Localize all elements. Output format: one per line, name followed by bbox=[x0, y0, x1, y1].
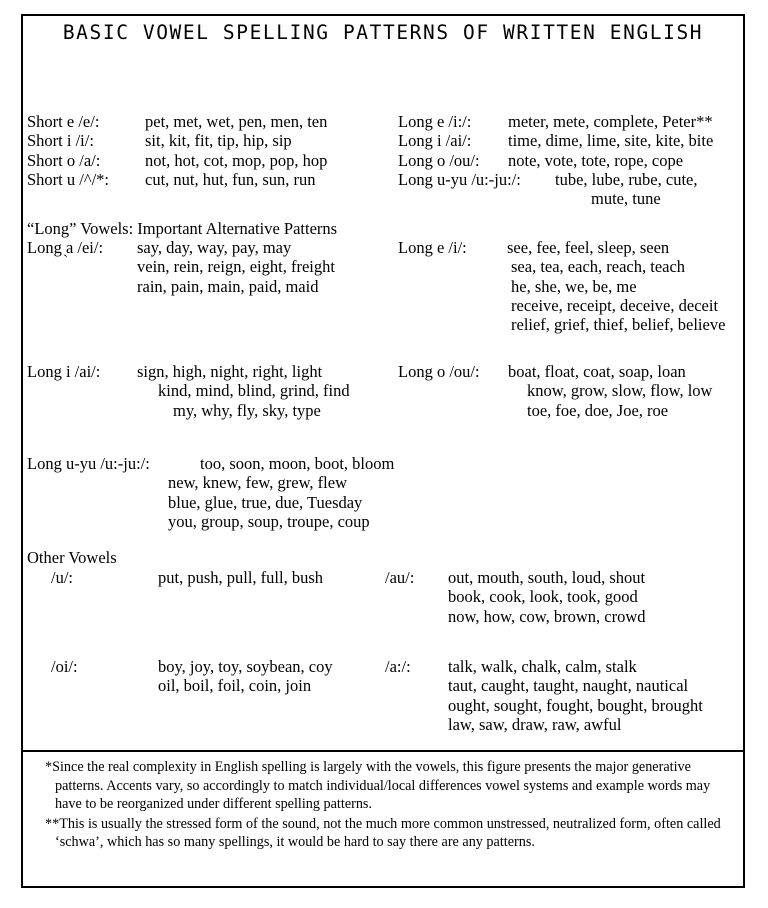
vowel-label: Long e /i/: bbox=[398, 238, 467, 257]
vowel-label: Long u-yu /u:-ju:/: bbox=[27, 454, 150, 473]
vowel-words: ought, sought, fought, bought, brought bbox=[448, 695, 703, 715]
vowel-words: oil, boil, foil, coin, join bbox=[158, 676, 312, 696]
vowel-words: put, push, pull, full, bush bbox=[158, 568, 324, 587]
short-vowels-right-column bbox=[398, 112, 713, 208]
vowel-words: sign, high, night, right, light bbox=[137, 362, 323, 381]
vowel-words: now, how, cow, brown, crowd bbox=[448, 606, 646, 626]
vowel-row bbox=[27, 454, 394, 473]
vowel-label: Short e /e/: bbox=[27, 112, 100, 131]
vowel-words: rain, pain, main, paid, maid bbox=[137, 276, 319, 296]
vowel-row-continuation bbox=[398, 315, 725, 334]
vowel-words: say, day, way, pay, may bbox=[137, 238, 292, 257]
vowel-row-continuation bbox=[398, 296, 725, 315]
long-a-block bbox=[27, 238, 335, 296]
vowel-row-continuation bbox=[51, 676, 333, 695]
vowel-label: /u/: bbox=[51, 568, 74, 587]
vowel-row-continuation bbox=[385, 715, 703, 734]
vowel-label: /a:/: bbox=[385, 657, 411, 676]
vowel-words: my, why, fly, sky, type bbox=[173, 400, 321, 420]
vowel-words: cut, nut, hut, fun, sun, run bbox=[145, 169, 316, 189]
other-vowel-oi-block bbox=[51, 657, 333, 696]
vowel-label: /au/: bbox=[385, 568, 415, 587]
vowel-row-continuation bbox=[398, 257, 725, 276]
stray-tick-mark: ` bbox=[63, 253, 68, 269]
figure-body bbox=[23, 60, 743, 750]
vowel-words: new, knew, few, grew, flew bbox=[168, 473, 347, 493]
other-vowels-heading: Other Vowels bbox=[27, 548, 117, 567]
vowel-words: sit, kit, fit, tip, hip, sip bbox=[145, 131, 292, 151]
vowel-words: note, vote, tote, rope, cope bbox=[508, 150, 684, 170]
vowel-row-continuation bbox=[27, 253, 335, 277]
vowel-row bbox=[398, 112, 713, 131]
vowel-words: relief, grief, thief, belief, believe bbox=[511, 315, 726, 335]
vowel-label: Short i /i/: bbox=[27, 131, 94, 151]
vowel-row bbox=[27, 131, 327, 150]
figure-title: BASIC VOWEL SPELLING PATTERNS OF WRITTEN ENGLISH bbox=[62, 21, 704, 44]
vowel-words: pet, met, wet, pen, men, ten bbox=[145, 112, 328, 131]
vowel-label: Long o /ou/: bbox=[398, 150, 480, 170]
footnote-marker: * bbox=[45, 759, 53, 775]
vowel-row bbox=[51, 657, 333, 676]
vowel-row bbox=[27, 362, 350, 381]
vowel-row-continuation bbox=[27, 277, 335, 296]
other-vowel-a-block bbox=[385, 657, 703, 734]
long-vowels-heading: “Long” Vowels: Important Alternative Patterns bbox=[27, 219, 338, 238]
vowel-row-continuation bbox=[398, 277, 725, 296]
vowel-words: sea, tea, each, reach, teach bbox=[511, 257, 686, 277]
vowel-label: Long e /i:/: bbox=[398, 112, 472, 131]
vowel-row-continuation bbox=[398, 381, 712, 400]
vowel-row-continuation bbox=[27, 493, 394, 512]
vowel-row bbox=[398, 131, 713, 150]
footnote-double-asterisk bbox=[33, 815, 737, 852]
footnote-text: This is usually the stressed form of the sound, not the much more common unstressed, neutralized form, often called ‘schwa’, which has so many spellings, it would be hard to say there are any patterns. bbox=[55, 815, 721, 851]
title-bar bbox=[23, 16, 743, 60]
footnote-text: Since the real complexity in English spelling is largely with the vowels, this figure presents the major generative patterns. Accents vary, so accordingly to match individual/local differences vowel systems and example words may have to be reorganized under different spelling patterns. bbox=[52, 759, 711, 813]
vowel-row-continuation bbox=[27, 381, 350, 400]
vowel-label: Long o /ou/: bbox=[398, 362, 480, 381]
vowel-words: vein, rein, reign, eight, freight bbox=[137, 257, 335, 277]
vowel-words: see, fee, feel, sleep, seen bbox=[507, 238, 670, 257]
vowel-label: Long i /ai/: bbox=[27, 362, 101, 381]
vowel-row bbox=[27, 170, 327, 189]
vowel-label: Long a /ei/: bbox=[27, 238, 104, 257]
vowel-words: not, hot, cot, mop, pop, hop bbox=[145, 150, 328, 170]
vowel-row-continuation bbox=[385, 676, 703, 695]
vowel-row bbox=[398, 151, 713, 170]
vowel-row-continuation bbox=[27, 473, 394, 492]
vowel-label: Short u /^/*: bbox=[27, 169, 110, 189]
vowel-row-continuation bbox=[398, 189, 713, 208]
vowel-words: book, cook, look, took, good bbox=[448, 587, 638, 607]
short-vowels-left-column bbox=[27, 112, 327, 189]
vowel-words: talk, walk, chalk, calm, stalk bbox=[448, 657, 637, 676]
vowel-words: mute, tune bbox=[591, 189, 661, 209]
vowel-row bbox=[27, 151, 327, 170]
vowel-row-continuation bbox=[398, 401, 712, 420]
vowel-row bbox=[385, 657, 703, 676]
vowel-words: kind, mind, blind, grind, find bbox=[158, 381, 350, 401]
vowel-row-continuation bbox=[27, 401, 350, 420]
vowel-words: receive, receipt, deceive, deceit bbox=[511, 295, 719, 315]
vowel-words: you, group, soup, troupe, coup bbox=[168, 511, 370, 531]
long-o-block bbox=[398, 362, 712, 420]
vowel-words: out, mouth, south, loud, shout bbox=[448, 568, 646, 587]
long-e-block bbox=[398, 238, 725, 334]
vowel-words: law, saw, draw, raw, awful bbox=[448, 714, 622, 734]
vowel-words: tube, lube, rube, cute, bbox=[555, 169, 698, 189]
vowel-label: /oi/: bbox=[51, 657, 78, 676]
vowel-words: meter, mete, complete, Peter** bbox=[508, 112, 713, 131]
vowel-row-continuation bbox=[385, 607, 646, 626]
vowel-label: Long i /ai/: bbox=[398, 131, 472, 151]
vowel-words: he, she, we, be, me bbox=[511, 276, 637, 296]
long-i-block bbox=[27, 362, 350, 420]
vowel-row-continuation bbox=[385, 696, 703, 715]
vowel-row bbox=[398, 170, 713, 189]
other-vowel-u-block bbox=[51, 568, 323, 587]
vowel-words: too, soon, moon, boot, bloom bbox=[200, 454, 395, 473]
vowel-words: toe, foe, doe, Joe, roe bbox=[527, 400, 669, 420]
vowel-words: time, dime, lime, site, kite, bite bbox=[508, 131, 714, 151]
figure-frame bbox=[21, 14, 745, 888]
vowel-row bbox=[27, 112, 327, 131]
vowel-words: blue, glue, true, due, Tuesday bbox=[168, 492, 363, 512]
vowel-label: Short o /a/: bbox=[27, 150, 101, 170]
vowel-words: boy, joy, toy, soybean, coy bbox=[158, 657, 333, 676]
footnotes bbox=[33, 758, 737, 853]
vowel-row bbox=[51, 568, 323, 587]
vowel-row bbox=[398, 238, 725, 257]
other-vowel-au-block bbox=[385, 568, 646, 626]
vowel-label: Long u-yu /u:-ju:/: bbox=[398, 169, 521, 189]
vowel-row-continuation bbox=[385, 587, 646, 606]
vowel-words: taut, caught, taught, naught, nautical bbox=[448, 676, 689, 696]
long-u-block bbox=[27, 454, 394, 531]
footnote-single-asterisk bbox=[33, 758, 737, 814]
footnote-marker: ** bbox=[45, 815, 60, 832]
vowel-row bbox=[27, 238, 335, 257]
vowel-words: know, grow, slow, flow, low bbox=[527, 381, 713, 401]
vowel-words: boat, float, coat, soap, loan bbox=[508, 362, 686, 381]
vowel-row bbox=[398, 362, 712, 381]
vowel-row-continuation bbox=[27, 512, 394, 531]
footnote-divider bbox=[23, 750, 743, 752]
vowel-row bbox=[385, 568, 646, 587]
